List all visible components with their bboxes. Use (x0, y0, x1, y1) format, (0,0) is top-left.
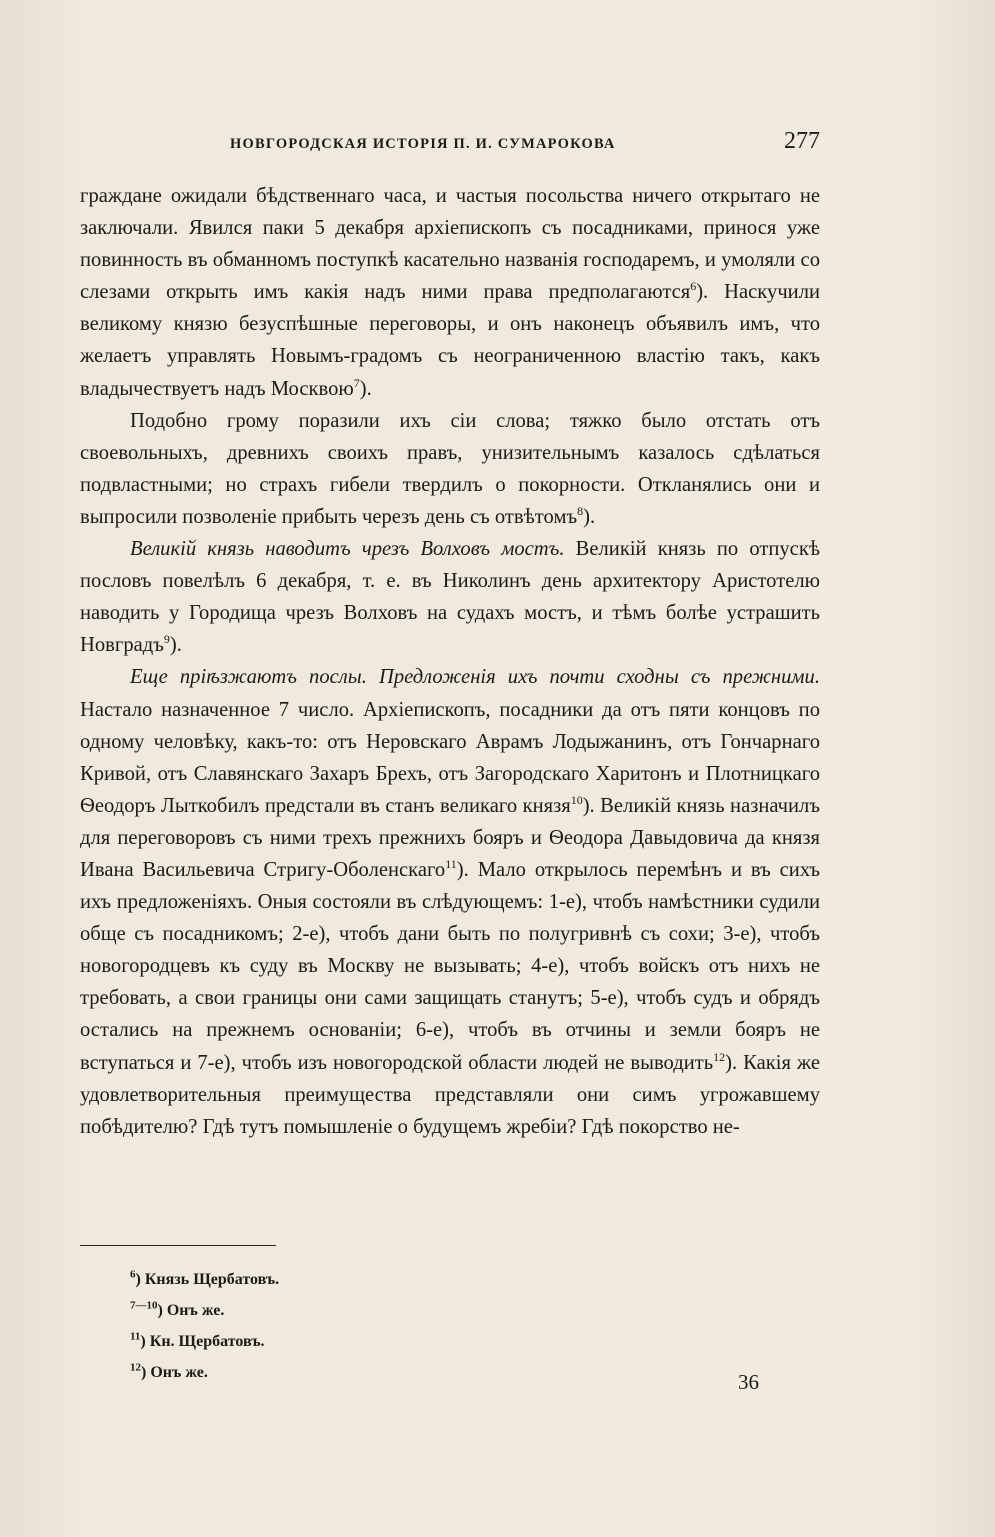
footnotes (130, 1264, 279, 1388)
footnote-item: $^{12}$) Онъ же. (130, 1361, 208, 1381)
page-number: 277 (784, 128, 820, 154)
footnote-item: $^{11}$) Кн. Щербатовъ. (130, 1330, 265, 1350)
body-text (80, 180, 820, 1143)
footnote-ref[interactable]: 11 (445, 857, 457, 872)
section-heading: Еще пріѣзжаютъ послы. Предложенія ихъ почти сходны съ прежними. (130, 666, 820, 689)
footnote-ref[interactable]: 9 (163, 632, 170, 647)
paragraph-3: Великій князь наводитъ чрезъ Волховъ мостъ. Великій князь по отпускѣ пословъ повелѣлъ 6 декабря, т. е. въ Николинъ день архитектору Аристотелю наводить у Городища чрезъ Волховъ на судахъ мостъ, и тѣмъ болѣе устрашить Новградъ$^9$). (80, 538, 821, 657)
section-heading: Великій князь наводитъ чрезъ Волховъ мостъ. (130, 538, 565, 561)
footnote-ref[interactable]: 6 (690, 279, 697, 294)
page-header (80, 128, 820, 164)
footnote-item: $^{7—10}$) Онъ же. (130, 1299, 225, 1319)
paragraph-4: Еще пріѣзжаютъ послы. Предложенія ихъ почти сходны съ прежними. Настало назначенное 7 число. Архіепископъ, посадники да отъ пяти концовъ по одному человѣку, какъ-то: отъ Неровскаго Аврамъ Лодыжанинъ, отъ Гончарнаго Кривой, отъ Славянскаго Захаръ Брехъ, отъ Загородскаго Харитонъ и Плотницкаго Ѳеодоръ Лыткобилъ предстали въ станъ великаго князя$^{10}$). Великій князь назначилъ для переговоровъ съ ними трехъ прежнихъ бояръ и Ѳеодора Давыдовича да князя Ивана Васильевича Стригу-Оболенскаго$^{11}$). Мало открылось перемѣнъ и въ сихъ ихъ предложеніяхъ. Оныя состояли въ слѣдующемъ: 1-е), чтобъ намѣстники судили обще съ посадникомъ; 2-е), чтобъ дани быть по полугривнѣ съ сохи; 3-е), чтобъ новогородцевъ къ суду въ Москву не вызывать; 4-е), чтобъ войскъ отъ нихъ не требовать, а свои границы они сами защищать станутъ; 5-е), чтобъ судъ и обрядъ остались на прежнемъ основаніи; 6-е), чтобъ въ отчины и земли бояръ не вступаться и 7-е), чтобъ изъ новогородской области людей не выводить$^{12}$). Какія же удовлетворительныя преимущества представляли они симъ угрожавшему побѣдителю? Гдѣ тутъ помышленіе о будущемъ жребіи? Гдѣ покорство не- (80, 666, 820, 1138)
paragraph-1: граждане ожидали бѣдственнаго часа, и частыя посольства ничего открытаго не заключали. Явился паки 5 декабря архіепископъ съ посадниками, принося уже повинность въ обманномъ поступкѣ касательно названія господаремъ, и умоляли со слезами открыть имъ какія надъ ними права предполагаются$^6$). Наскучили великому князю безуспѣшные переговоры, и онъ наконецъ объявилъ имъ, что желаетъ управлять Новымъ-градомъ съ неограниченною властію такъ, какъ владычествуетъ надъ Москвою$^7$). (80, 185, 820, 400)
footnote-item: $^6$) Князь Щербатовъ. (130, 1268, 280, 1288)
footnote-ref[interactable]: 7 (353, 375, 360, 390)
running-head: НОВГОРОДСКАЯ ИСТОРІЯ П. И. СУМАРОКОВА (230, 136, 616, 152)
printer-signature-mark: 36 (738, 1370, 759, 1394)
paragraph-2: Подобно грому поразили ихъ сіи слова; тяжко было отстать отъ своевольныхъ, древнихъ своихъ правъ, унизительнымъ казалось сдѣлаться подвластными; но страхъ гибели твердилъ о покорности. Откланялись они и выпросили позволеніе прибыть черезъ день съ отвѣтомъ$^8$). (80, 409, 820, 528)
footnote-divider (80, 1245, 276, 1246)
footnote-ref[interactable]: 8 (577, 504, 584, 519)
footnote-ref[interactable]: 10 (570, 792, 583, 807)
footnote-ref[interactable]: 12 (713, 1049, 726, 1064)
